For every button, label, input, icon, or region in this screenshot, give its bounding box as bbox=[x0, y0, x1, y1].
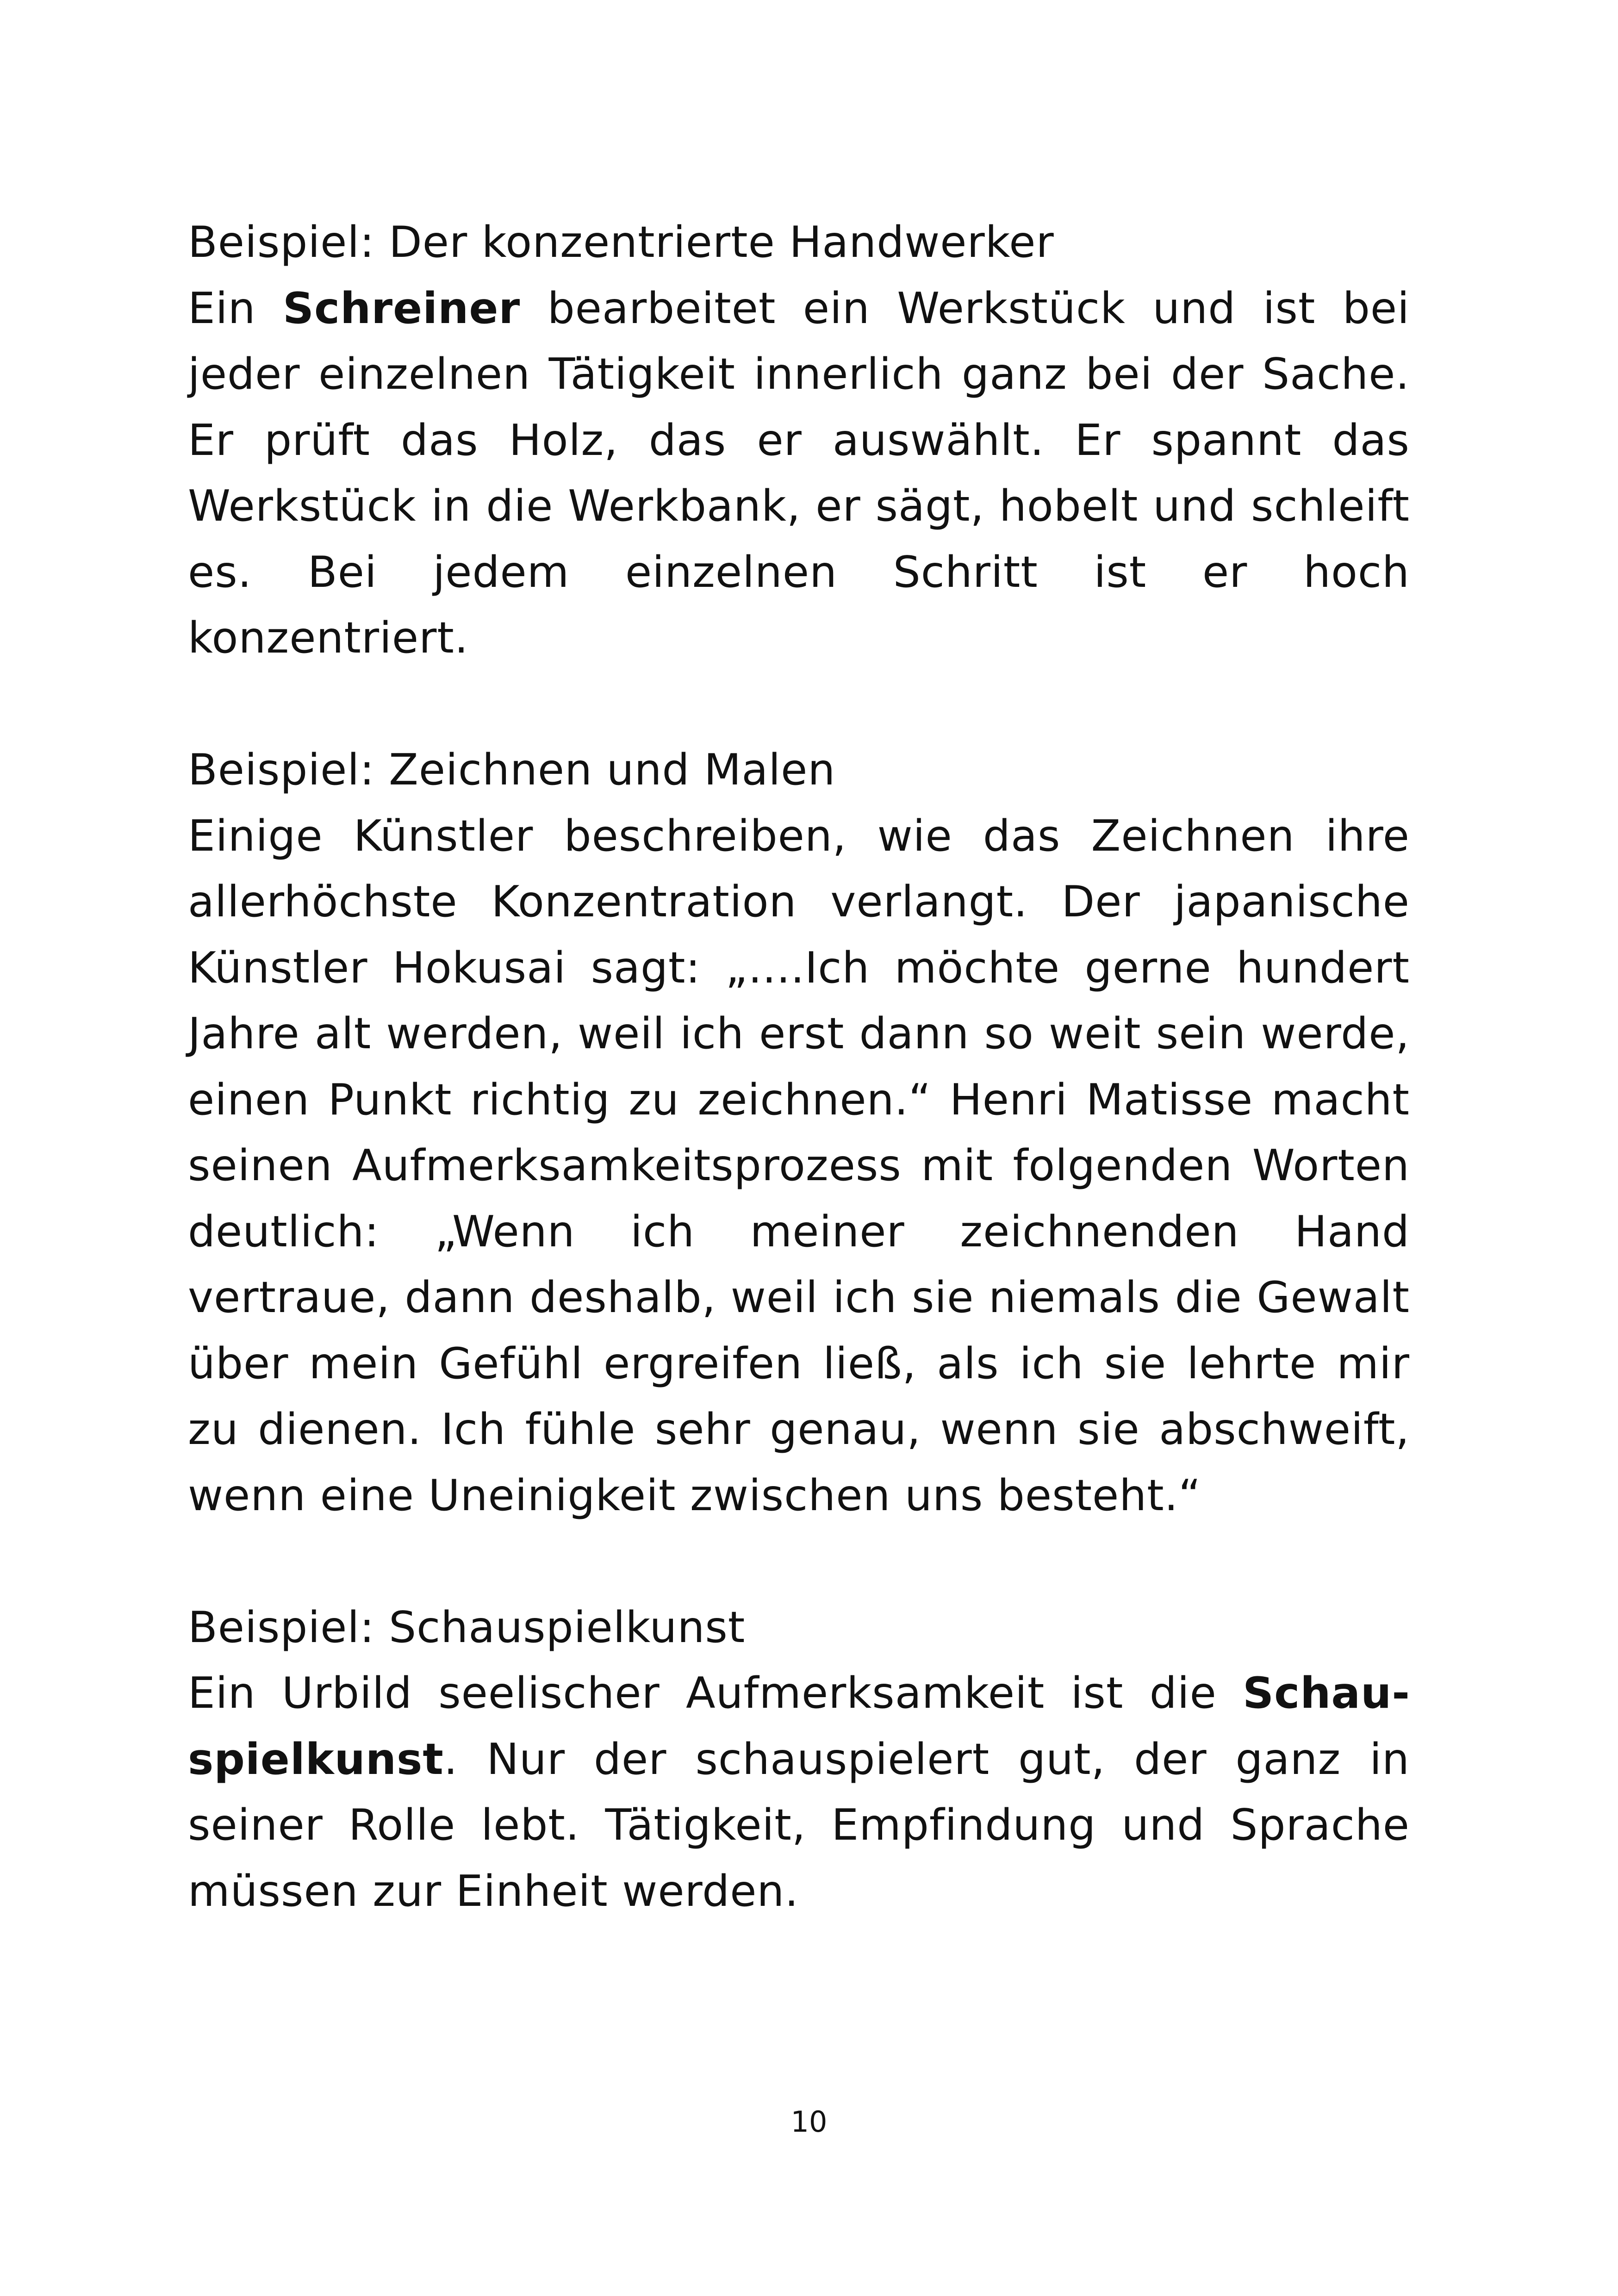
page-body bbox=[188, 209, 1410, 1924]
section-heading: Beispiel: Zeichnen und Malen bbox=[188, 745, 836, 795]
paragraph-text: bearbeitet ein Werkstück und ist bei jeder einzelnen Tätigkeit innerlich ganz bei der Sache. Er prüft das Holz, das er auswählt. Er spannt das Werkstück in die Werkbank, er sägt, hobelt und schleift es. Bei jedem einzelnen Schritt ist er hoch konzentriert. bbox=[188, 283, 1410, 663]
section-paragraph bbox=[188, 1660, 1410, 1924]
section-paragraph bbox=[188, 275, 1410, 671]
bold-term: Schauspielkunst bbox=[188, 1668, 1410, 1784]
paragraph-text: . Nur der schauspielert gut, der ganz in seiner Rolle lebt. Tätigkeit, Empfindung und Sprache müssen zur Einheit werden. bbox=[188, 1734, 1410, 1916]
page-number: 10 bbox=[790, 2105, 828, 2139]
section-heading: Beispiel: Schauspielkunst bbox=[188, 1602, 746, 1652]
paragraph-text: Ein Urbild seelischer Aufmerksamkeit ist die bbox=[188, 1668, 1243, 1718]
section-schauspielkunst bbox=[188, 1594, 1410, 1924]
bold-term: Schreiner bbox=[282, 283, 521, 333]
section-handwerker bbox=[188, 209, 1410, 671]
section-heading: Beispiel: Der konzentrierte Handwerker bbox=[188, 217, 1054, 267]
paragraph-text: Ein bbox=[188, 283, 283, 333]
section-zeichnen bbox=[188, 737, 1410, 1528]
section-paragraph: Einige Künstler beschreiben, wie das Zeichnen ihre allerhöchste Konzentration verlangt. Der japanische Künstler Hokusai sagt: „....Ich möchte gerne hundert Jahre alt werden, weil ich erst dann so weit sein werde, einen Punkt richtig zu zeichnen.“ Henri Matisse macht seinen Aufmerksamkeitsprozess mit folgenden Worten deutlich: „Wenn ich meiner zeichnenden Hand vertraue, dann deshalb, weil ich sie niemals die Gewalt über mein Gefühl ergreifen ließ, als ich sie lehrte mir zu dienen. Ich fühle sehr genau, wenn sie abschweift, wenn eine Uneinigkeit zwischen uns besteht.“ bbox=[188, 810, 1410, 1520]
